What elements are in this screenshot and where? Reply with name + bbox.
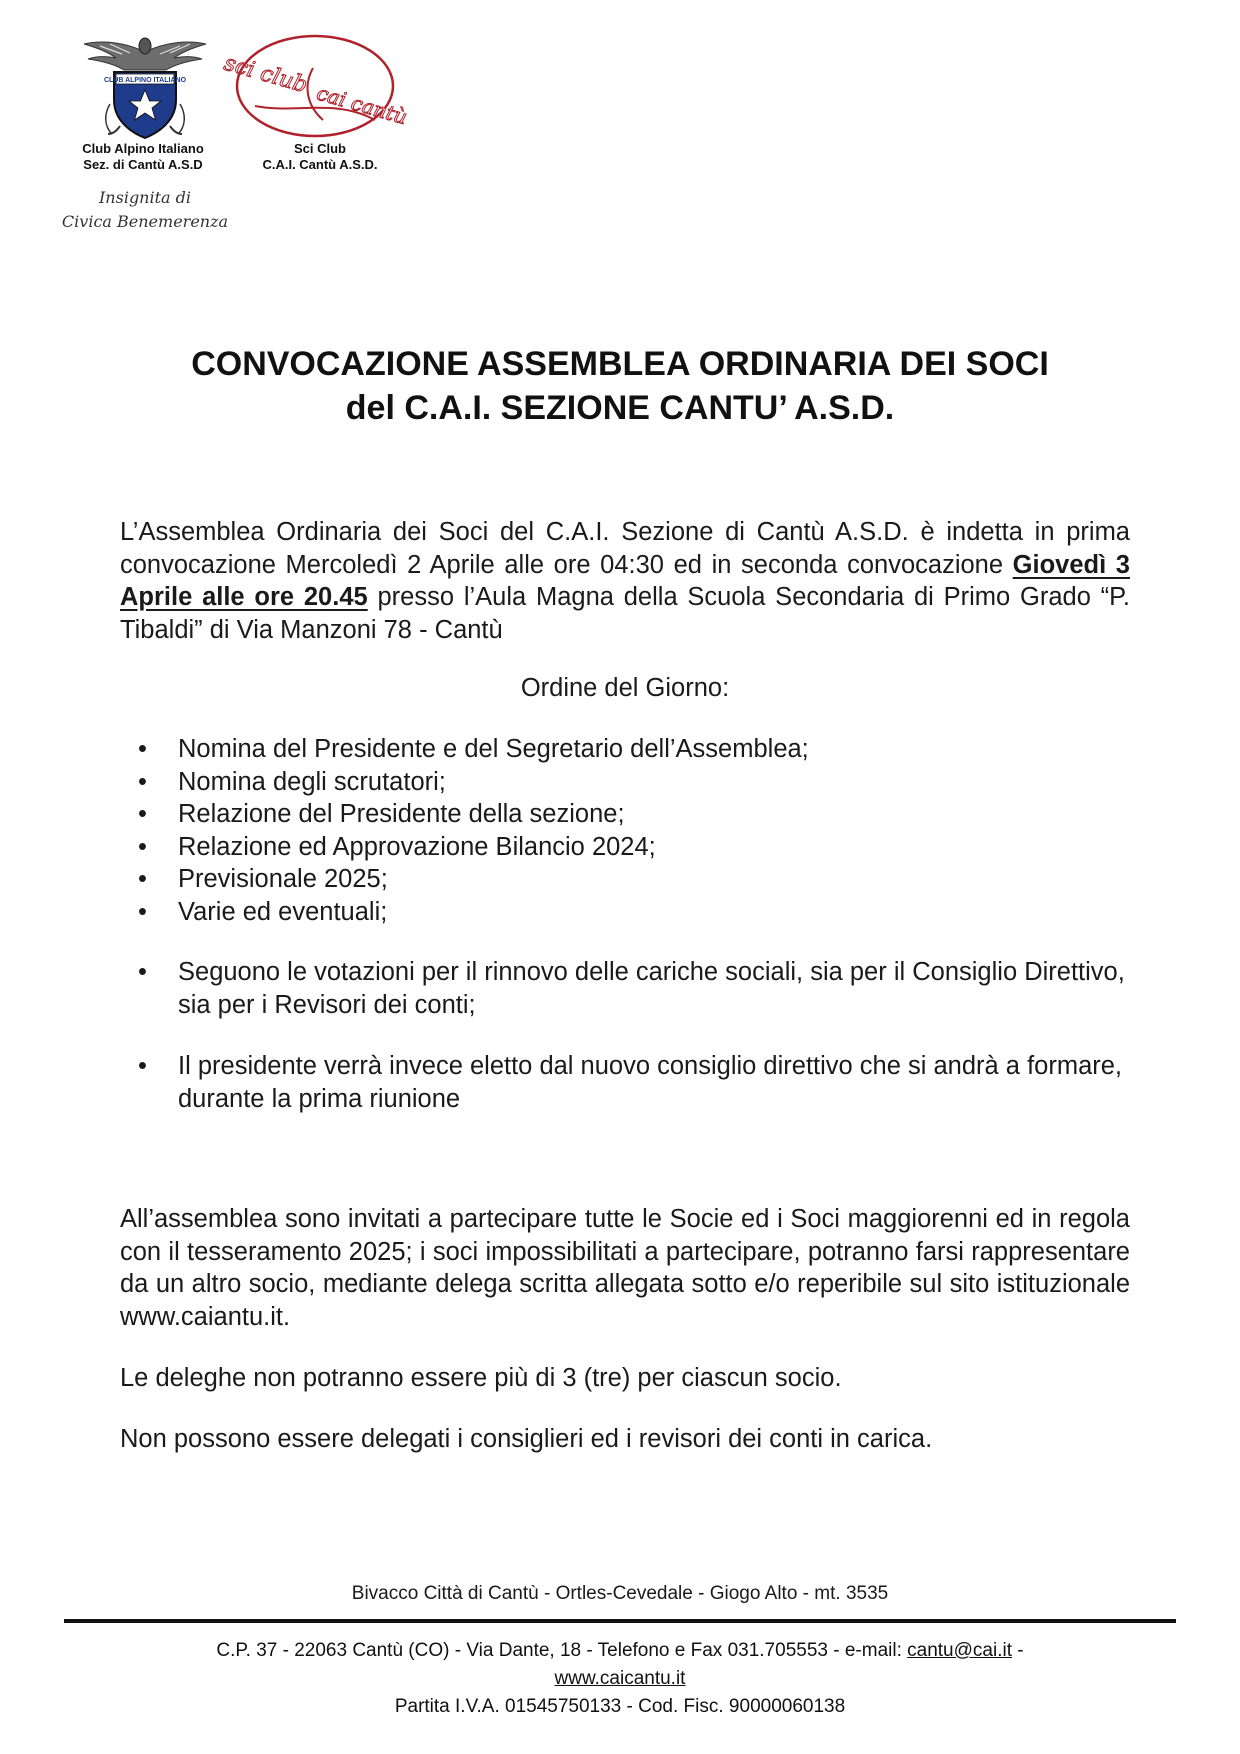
proxy-limit-paragraph: Le deleghe non potranno essere più di 3 (tre) per ciascun socio. <box>120 1364 842 1392</box>
sci-logo-oval <box>237 36 393 136</box>
eagle-head-icon <box>139 38 151 54</box>
cai-caption-line2: Sez. di Cantù A.S.D <box>83 157 203 172</box>
insignia-text <box>50 186 240 234</box>
agenda-item: • Relazione del Presidente della sezione; <box>138 798 1128 831</box>
insignia-line2: Civica Benemerenza <box>61 212 229 231</box>
footer-address: C.P. 37 - 22063 Cantù (CO) - Via Dante, 18 - Telefono e Fax 031.705553 - e-mail: <box>216 1640 908 1661</box>
votazioni-note: • Seguono le votazioni per il rinnovo delle cariche sociali, sia per il Consiglio Direttivo, sia per i Revisori dei conti; <box>138 956 1128 1021</box>
document-title <box>60 342 1180 430</box>
footer-address-line <box>80 1637 1160 1665</box>
agenda-item: • Nomina degli scrutatori; <box>138 766 1128 799</box>
footer-fiscal-line: Partita I.V.A. 01545750133 - Cod. Fisc. 90000060138 <box>394 1696 846 1717</box>
agenda-list <box>138 733 1128 928</box>
footer-email-separator: - <box>1011 1640 1024 1661</box>
cai-banner-text: CLUB ALPINO ITALIANO <box>103 77 187 84</box>
sci-club-logo <box>215 28 410 148</box>
presidente-note: • Il presidente verrà invece eletto dal nuovo consiglio direttivo che si andrà a formare, durante la prima riunione <box>138 1050 1128 1115</box>
bivacco-line: Bivacco Città di Cantù - Ortles-Cevedale - Giogo Alto - mt. 3535 <box>351 1583 889 1604</box>
votazioni-note-list <box>138 956 1128 1021</box>
agenda-heading: Ordine del Giorno: <box>520 674 730 702</box>
invitation-paragraph: All’assemblea sono invitati a partecipare tutte le Socie ed i Soci maggiorenni ed in regola con il tesseramento 2025; i soci impossibilitati a partecipare, potranno farsi rappresentare da un altro socio, mediante delega scritta allegata sotto e/o reperibile sul sito istituzionale www.caiantu.it. <box>120 1205 1130 1331</box>
cai-caption-line1: Club Alpino Italiano <box>82 141 204 156</box>
footer-contacts <box>80 1637 1160 1721</box>
presidente-note-list <box>138 1050 1128 1115</box>
footer-email-link[interactable]: cantu@cai.it <box>907 1640 1012 1661</box>
footer-website-link[interactable]: www.caicantu.it <box>554 1668 686 1689</box>
footer-divider <box>64 1619 1176 1623</box>
cai-caption <box>62 141 224 173</box>
insignia-line1: Insignita di <box>98 188 192 207</box>
title-line1: CONVOCAZIONE ASSEMBLEA ORDINARIA DEI SOCI <box>191 345 1049 383</box>
agenda-item: • Nomina del Presidente e del Segretario dell’Assemblea; <box>138 733 1128 766</box>
sci-club-caption <box>240 141 400 173</box>
proxy-exclusion-paragraph: Non possono essere delegati i consiglieri ed i revisori dei conti in carica. <box>120 1425 933 1453</box>
sci-logo-text2: cai cantù <box>314 80 410 130</box>
intro-text-after: presso l’Aula Magna della Scuola Secondaria di Primo Grado “P. Tibaldi” di Via Manzoni 78 - Cantù <box>120 583 1130 644</box>
intro-text-before: L’Assemblea Ordinaria dei Soci del C.A.I. Sezione di Cantù A.S.D. è indetta in prima convocazione Mercoledì 2 Aprile alle ore 04:30 ed in seconda convocazione <box>120 518 1130 579</box>
sci-caption-line1: Sci Club <box>293 141 346 156</box>
title-line2: del C.A.I. SEZIONE CANTU’ A.S.D. <box>345 389 895 427</box>
agenda-item: • Previsionale 2025; <box>138 863 1128 896</box>
agenda-item: • Relazione ed Approvazione Bilancio 2024; <box>138 831 1128 864</box>
intro-date-highlight: Giovedì 3 Aprile alle ore 20.45 <box>120 550 1130 611</box>
footer-website-line <box>80 1665 1160 1693</box>
cai-emblem-logo <box>80 34 210 144</box>
sci-caption-line2: C.A.I. Cantù A.S.D. <box>262 157 378 172</box>
intro-paragraph <box>120 516 1130 646</box>
agenda-item: • Varie ed eventuali; <box>138 896 1128 929</box>
sci-logo-text1: sci club <box>221 50 311 99</box>
